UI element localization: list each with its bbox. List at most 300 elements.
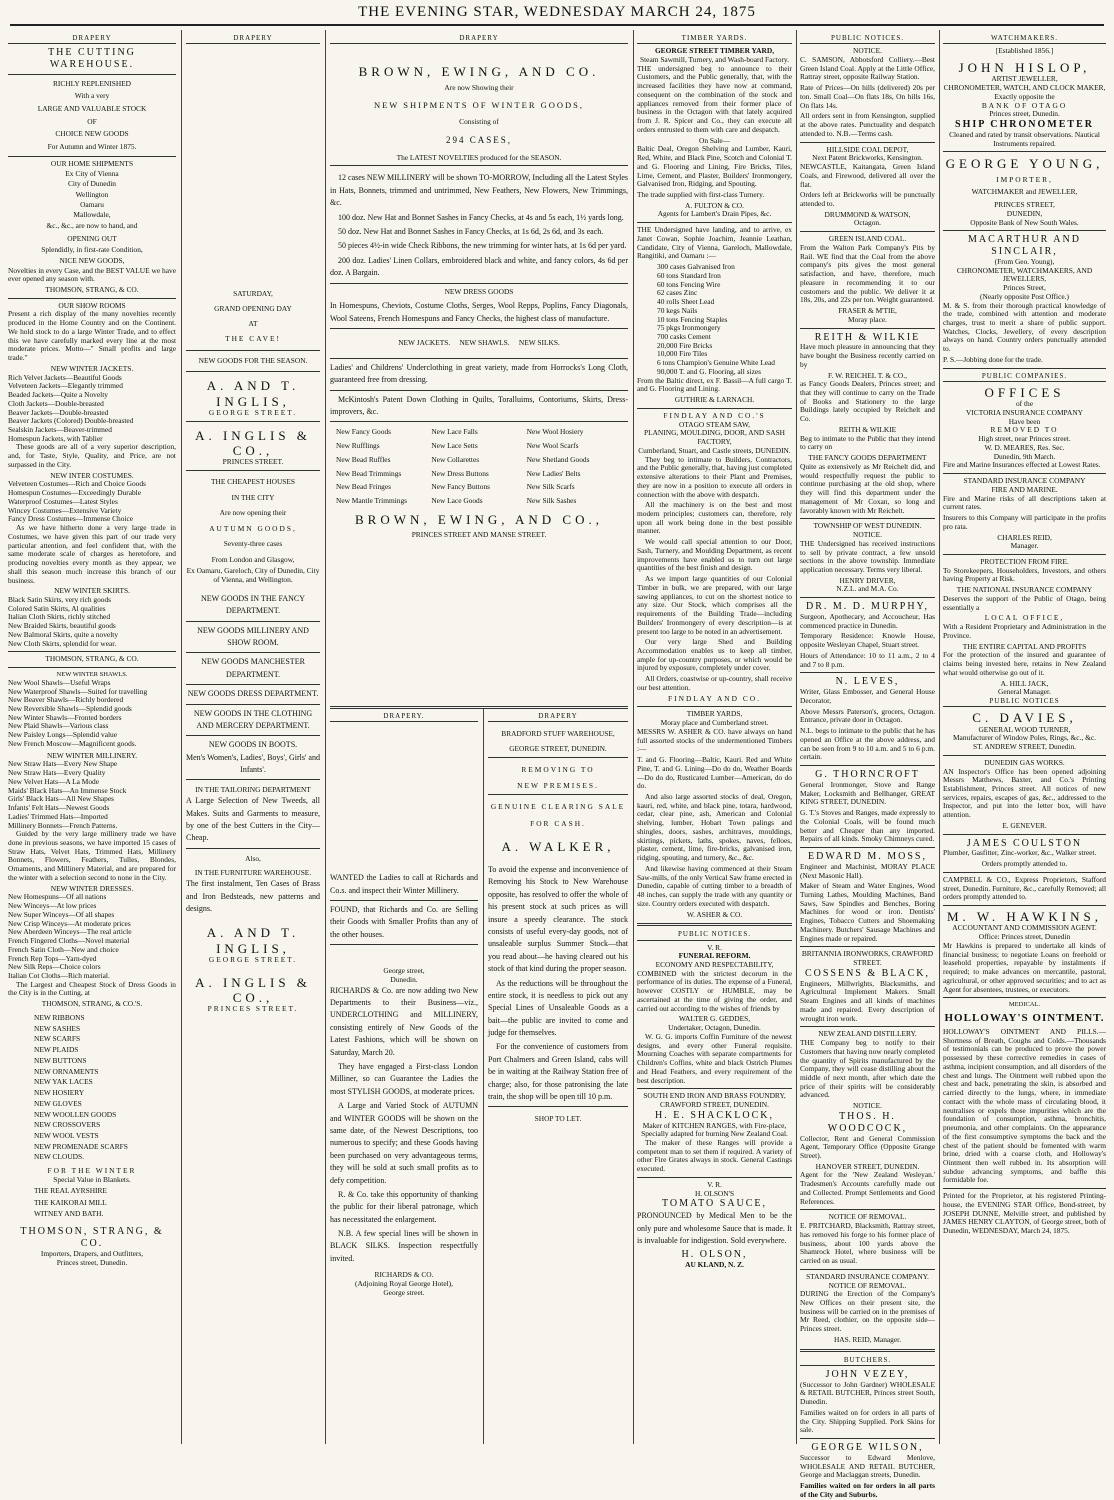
line: Exactly opposite the [994,91,1055,101]
line: VICTORIA INSURANCE COMPANY [965,407,1084,417]
line: ARTIST JEWELLER, [991,74,1058,84]
divider [943,554,1106,555]
list-item: Beaver Jackets (Colored) Double-breasted [8,416,134,426]
line: of the [1015,399,1034,409]
divider [800,1026,935,1027]
paragraph: Ladies' and Childrens' Underclothing in great variety, made from Horrocks's Long Cloth, guaranteed free from dressing. [330,362,628,385]
paragraph: To avoid the expense and inconvenience of Removing his Stock to New Warehouse opposite, has resolved to offer the whole of his present stock at such prices as will insure a speedy clearance. The stock consists of useful every-day goods, not of unsaleable surplus Summer Stock—that you read about—he having cleared out his stock of that kind during the proper season. [488,864,628,974]
paragraph: The Largest and Cheapest Stock of Dress Goods in the City is in the Cutting, at [8,979,176,998]
paragraph: Our very large Shed and Building Accommodation enables us to keep all timber, ample for up-country purposes, or which would be injured by exposure, completely under cover. [637,637,792,673]
list-item: NEW WOOLLEN GOODS [34,1109,117,1119]
column-rule [796,30,797,1444]
line: Next Patent Brickworks, Kensington. [812,153,923,163]
paragraph: Novelties in every Case, and the BEST VALUE we have ever opened any season with. [8,265,176,284]
shawls-list [8,679,176,749]
line: AT [248,318,258,328]
section-title: OUR SHOW ROOMS [58,300,126,310]
line: SOUTH END IRON AND BRASS FOUNDRY, [643,1091,786,1101]
paragraph: W. G. G. imports Coffin Furniture of the newest designs, and every other Funeral requisite. Mourning Coaches with separate compartments for Children's Coffins, white and black Ostrich Plumes and Head Feathers, and every requirement of the best description. [637,1031,792,1085]
line: CHRONOMETER, WATCHMAKERS, AND JEWELLERS, [956,265,1093,284]
line: PRINCES STREET. [207,1004,299,1014]
firm-name: GUTHRIE & LARNACH. [674,395,755,405]
line: Princes street, Dunedin. [989,109,1060,119]
list-item: French Fingered Cloths—Novel material [8,936,130,946]
divider [186,704,320,705]
grid-item: New Wool Scarfs [526,441,579,451]
paragraph: 50 pieces 4½-in wide Check Ribbons, the new trimming for winter hats, at 1s 6d per yard. [338,241,627,251]
divider [186,421,320,422]
column-header: DRAPERY [8,34,176,44]
divider [637,408,792,409]
firm-name: E. GENEVER. [1002,820,1047,830]
column-public-notices [800,34,935,1499]
masthead-rule [10,24,1104,26]
line: High street, near Princes street. [978,434,1071,444]
departments [186,593,320,777]
column-drapery-walker [488,712,628,1444]
line: On Sale— [699,135,730,145]
column-drapery-richards [330,712,478,1444]
list-item: Millinery Bonnets—French Patterns. [8,820,118,830]
grid-item: New Lace Setts [431,441,478,451]
firm-name: DR. M. D. MURPHY, [805,601,929,613]
paragraph: Guided by the very large millinery trade we have done in previous seasons, we have imported 15 cases of Straw Hats, Velvet Hats, Trimmed Hats, Millinery Bonnets, Flowers, Feathers, Tulles, Blondes, Ornaments, and Millinery Material, and are prepared for the winter with a selection second to none in the City. [8,829,176,882]
line: BRADFORD STUFF WAREHOUSE, [501,729,615,739]
line: THE CHEAPEST HOUSES [210,477,296,487]
paragraph: And likewise having commenced at their Steam Saw-mills, of the only Vertical Saw frame erected in Dunedin, capable of cutting timber to a breadth of 48 inches, can supply the trade with any quantity or size. Country orders executed with despatch. [637,863,792,908]
divider [330,421,628,422]
paragraph: Beg to intimate to the Public that they intend to carry on [800,433,935,452]
ad-title: STANDARD INSURANCE COMPANY. [806,1271,929,1281]
firm-name: FINDLAY AND CO. [668,693,761,703]
ad-title: HOLLOWAY'S OINTMENT. [944,1011,1105,1024]
line: RICHLY REPLENISHED [52,78,132,88]
divider [330,328,628,329]
grid-item: New Dress Buttons [431,468,489,478]
paragraph: FOUND, that Richards and Co. are Selling their Goods with Smaller Profits than any of the other houses. [330,905,478,939]
list-item: Cloth Jackets—Double-breasted [8,398,104,408]
divider [943,997,1106,998]
jackets-list [8,374,176,444]
paragraph: As we import large quantities of our Colonial Timber in bulk, we are prepared, with our large sawing appliances, to cut on the shortest notice to any size. Our Stock, which comprises all the requirements of the Building Trade—including Builders' Ironmongery of every description—is at present too large to be noted in an advertisement. [637,574,792,636]
divider [637,1088,792,1089]
ad-title: THE NATIONAL INSURANCE COMPANY [956,585,1093,595]
line: NEW JACKETS. NEW SHAWLS. NEW SILKS. [398,338,560,348]
ad-title: FUNERAL REFORM. [678,951,751,961]
paragraph: THE undersigned beg to announce to their Customers, and the Public generally, that, with the increased facilities they have now at command, consequent on the combination of the stock and appliances removed from their former place of business in the Octagon with that lately acquired from J. R. Spicer and Co., they can execute all orders entrusted to them with care and despatch. [637,63,792,134]
list-item: New Velvet Hats—A La Mode [8,776,99,786]
grid-item: New Fancy Goods [336,427,392,437]
list-item: Homespun Costumes—Exceedingly Durable [8,488,142,498]
divider [800,946,935,947]
department: NEW GOODS DRESS DEPARTMENT. [187,689,319,699]
list-item: 10,000 Fire Tiles [657,349,708,359]
costumes-list [8,480,176,524]
section-header: MEDICAL. [1008,1001,1041,1009]
paragraph: Fire and Marine risks of all descriptions taken at current rates. [943,493,1106,512]
list-item: 90,000 T. and G. Flooring, all sizes [657,366,762,376]
line: SATURDAY, [233,289,273,299]
divider [800,1209,935,1210]
list-item: NEW BUTTONS [34,1055,87,1065]
line: THE CAVE! [225,333,281,343]
firm-name: A. HILL JACK, [1000,678,1049,688]
line: George street, [383,966,425,976]
list-item: NEW WOOL VESTS [34,1131,99,1141]
list-item: Girls' Black Hats—All New Shapes [8,794,115,804]
list-item: NEW RIBBONS [34,1012,85,1022]
paragraph: WANTED the Ladies to call at Richards and Co.s. and inspect their Winter Millinery. [330,873,478,895]
line: Also, [245,853,261,863]
line: NEW SHIPMENTS OF WINTER GOODS, [373,100,585,111]
list-item: Ladies' Trimmed Hats—Imported [8,811,108,821]
grid-item: New Bead Ruffles [336,454,391,464]
line: GENERAL WOOD TURNER, [978,724,1071,734]
grid-item: New Silk Scarfs [526,482,575,492]
firm-name: THOS. H. WOODCOCK, [827,1110,908,1134]
divider [186,848,320,849]
column-drapery-brown-ewing [330,34,628,706]
section-title: NEW WINTER MILLINERY. [46,750,138,760]
line: Consisting of [459,117,499,127]
firm-name: BROWN, EWING, AND CO., [355,511,603,527]
list-item: WITNEY AND BATH. [34,1209,104,1219]
stock-list [637,263,792,377]
line: NOTICE. [853,1101,882,1111]
paragraph: Surgeon, Apothecary, and Accoucheur, Has commenced practice in Dunedin. [800,611,935,630]
firm-name: A. INGLIS & CO., [195,427,311,458]
list-item: New French Moscow—Magnificent goods. [8,738,137,748]
line: NEW GOODS FOR THE SEASON. [198,355,308,365]
firm-name: WALTER G. GEDDES, [678,1014,751,1024]
divider [330,900,478,901]
list-item: French Rep Tops—Yarn-dyed [8,953,97,963]
column-header: PUBLIC NOTICES. [800,34,935,44]
grid-item: New Lace Falls [431,427,478,437]
ad-title: GREEN ISLAND COAL. [828,234,907,244]
paragraph: Mr Hawkins is prepared to undertake all kinds of financial business; to negotiate Loans on freehold or leasehold properties, repayable by instalments if required; to make advances on mercantile, pastoral, agricultural, or other approved securities; and to act as Agent for absentees, trustees, or executors. [943,940,1106,994]
paragraph: Families waited on for orders in all parts of the City. Shipping Supplied. Pork Skins for sale. [800,1407,935,1435]
list-item: NEW YAK LACES [34,1077,93,1087]
department: NEW GOODS IN THE CLOTHING AND MERCERY DEPARTMENT. [193,708,313,730]
list-item: 60 tons Fencing Wire [657,279,721,289]
line: PRINCES STREET, [994,200,1055,210]
paragraph: as Fancy Goods Dealers, Princes street; and that they will continue to carry on the Trade of Books and Stationery to the large Buildings lately occupied by Reichelt and Co. [800,379,935,424]
firm-name: G. THORNCROFT [815,769,920,781]
paragraph: General Ironmonger, Stove and Range Maker, Locksmith and Bellhanger, GREAT KING STREET, DUNEDIN. [800,779,935,807]
list-item: NEW ORNAMENTS [34,1066,99,1076]
firm-name: GEORGE YOUNG, [945,156,1104,172]
section-title: NEW WINTER JACKETS. [50,363,134,373]
ship: Wellington [75,189,109,199]
paragraph: Have much pleasure in announcing that they have bought the Business recently carried on by [800,342,935,369]
section-title: IN THE FURNITURE WAREHOUSE. [194,868,312,878]
cheapest-houses [186,474,320,567]
line: BANK OF OTAGO [981,100,1068,110]
column-header: DRAPERY [488,712,628,722]
ad-title: SHIP CHRONOMETER [955,118,1094,130]
divider [943,368,1106,369]
line: REMOVING TO [521,764,595,774]
line: W. D. MEARES, Res. Sec. [984,442,1065,452]
line: (From Geo. Young), [994,256,1055,266]
paragraph: In Homespuns, Cheviots, Costume Cloths, Serges, Wool Repps, Poplins, Fancy Diagonals, Wool Sateens, French Homespuns and Fancy Checks, the highest class of manufacture. [330,301,628,323]
firm-name: C. DAVIES, [972,710,1077,726]
column-drapery-cutting [8,34,176,1446]
printer-imprint: Printed for the Proprietor, at his registered Printing-house, the EVENING STAR Office, Bond-street, by JOSEPH DUNNE, Melville street, and published by JAMES HENRY CLAYTON, of George street, both of Dunedin, WEDNESDAY, March 24, 1875. [943,1191,1106,1236]
list-item: New Paisley Longs—Splendid value [8,730,117,740]
list-item: 300 cases Galvanised Iron [657,262,735,272]
divider [800,231,935,232]
skirts-list [8,596,176,648]
section-header: PUBLIC COMPANIES. [943,372,1106,382]
column-rule [181,30,182,1444]
list-item: New Silk Reps—Choice colors [8,962,101,972]
divider [8,298,176,299]
divider [330,283,628,284]
firm-name: CHARLES REID, [997,532,1052,542]
paragraph: Families waited on for orders in all parts of the City and Suburbs. [800,1481,935,1499]
divider [637,1177,792,1178]
line: V. R. [707,1179,722,1189]
paragraph: R. & Co. take this opportunity of thanking the public for their liberal patronage, which has necessitated the enlargement. [330,1189,478,1224]
line: WATCHMAKER and JEWELLER, [971,187,1078,197]
line: REMOVED TO [990,425,1059,435]
section-title: NEW WINTER SHAWLS. [56,671,128,679]
divider [186,470,320,471]
paragraph: THE Undersigned have landing, and to arrive, ex Janet Cowan, Sophie Joachim, Jeannie Leathan, Candidate, City of Vienna, Gareloch, Mallowdale, Rangitiki, and Oamaru :— [637,225,792,261]
paragraph: Writer, Glass Embosser, and General House Decorator, [800,687,935,705]
line: (Adjoining Royal George Hotel), [355,1279,453,1288]
section-title: NEW INTER COSTUMES. [50,470,134,480]
column-rule [939,30,940,1444]
line: TIMBER YARDS, [686,709,743,719]
line: CHOICE NEW GOODS [55,129,129,139]
line: GEORGE STREET. [208,955,298,965]
ad-title: NEW ZEALAND DISTILLERY. [818,1029,917,1039]
line: (Nearly opposite Post Office.) [980,291,1069,301]
paragraph: RICHARDS & Co. are now adding two New Departments to their Business—viz., UNDERCLOTHING and MILLINERY, consisting entirely of New Goods of the Latest Fashions, which will be shown on Saturday, March 20. [330,985,478,1057]
firm-name: JOHN HISLOP, [958,59,1091,75]
line: Princes Street, [1003,283,1046,293]
section-header: BUTCHERS. [800,1356,935,1366]
divider [186,350,320,351]
paragraph: MESSRS W. ASHER & CO. have always on hand full assorted stocks of the undermentioned Timbers :— [637,726,792,754]
paragraph: Above Messrs Paterson's, grocers, Octagon. Entrance, private door in Octagon. [800,706,935,725]
divider [800,672,935,673]
paragraph: 100 doz. New Hat and Bonnet Sashes in Fancy Checks, at 4s and 5s each, 1½ yards long. [338,212,624,222]
divider [943,834,1106,835]
list-item: Infants' Felt Hats—Newest Goods [8,803,110,813]
grid-item: New Lace Goods [431,496,483,506]
line: CRAWFORD STREET, DUNEDIN. [660,1100,769,1110]
ad-title: BRITANNIA IRONWORKS, CRAWFORD STREET. [801,949,934,968]
line: From London and Glasgow, [211,554,295,564]
grid-item: New Collarettes [431,454,480,464]
paragraph: Agent for the 'New Zealand Wesleyan.' Tradesmen's Accounts carefully made out and Collected. Prompt Settlements and Good References. [800,1170,935,1206]
list-item: New Straw Hats—Every Quality [8,768,106,778]
paragraph: Present a rich display of the many novelties recently produced in the Home Country and on the Continent. We hold stock to do a large Winter Trade, and to effect this we have carefully marked every line at the most moderate prices. Motto—" Small profits and large trade." [8,309,176,363]
paragraph: 200 doz. Ladies' Linen Collars, embroidered black and white, and fancy colors, 4s 6d per doz. A Bargain. [330,255,628,278]
firm-name: F. W. REICHEL T. & CO., [828,370,907,380]
ad-title: TOMATO SAUCE, [661,1198,768,1210]
paragraph: All Orders, coastwise or up-country, shall receive our best attention. [637,674,792,692]
opening-day [186,287,320,346]
divider [330,706,628,709]
paragraph: PRONOUNCED by Medical Men to be the only pure and wholesome Sauce that is made. It is invaluable for indigestion. Sold everywhere. [637,1211,792,1245]
line: George street. [383,1287,425,1297]
opening [8,233,176,266]
line: THE ENTIRE CAPITAL AND PROFITS [962,641,1087,651]
divider [8,651,176,652]
line: Manufacturer of Window Poles, Rings, &c., &c. [952,733,1097,743]
divider [637,923,792,926]
list-item: New Balmoral Skirts, quite a novelty [8,629,119,639]
paragraph: They have engaged a First-class London Milliner, so can Guarantee the Ladies the most STYLISH GOODS, at moderate prices. [330,1062,478,1096]
list-item: New Crisp Winceys—At moderate prices [8,918,131,928]
list-item: 700 casks Cement [657,332,711,342]
line: NOTICE. [853,530,882,540]
grid-item: New Silk Sashes [526,496,577,506]
line: IN THE CITY [231,492,275,502]
paragraph: P. S.—Jobbing done for the trade. [943,354,1043,364]
line: LARGE AND VALUABLE STOCK [37,104,147,113]
divider [488,794,628,795]
firm-name: GEORGE WILSON, [811,1442,924,1454]
line: Cumberland, Stuart, and Castle streets, DUNEDIN. [638,445,791,455]
announcements [330,172,628,279]
paragraph: McKintosh's Patent Down Clothing in Quilts, Toralluims, Contoriums, Skirts, Dress-improvers, &c. [330,394,628,416]
column-drapery-inglis [186,34,320,1446]
firm-name: M. W. HAWKINS, [947,909,1102,925]
divider [943,1188,1106,1189]
divider [943,230,1106,231]
line: Importers, Drapers, and Outfitters, [40,1248,144,1258]
line: Moray place. [848,314,887,324]
line: OTAGO STEAM SAW, [678,419,750,429]
paragraph: Collector, Rent and General Commission Agent, Temporary Office (Opposite Grange Street). [800,1133,935,1160]
line: SHOP TO LET. [534,1114,582,1124]
firm-name: RICHARDS & CO. [374,1270,434,1280]
paragraph: (Successor to John Gardner) WHOLESALE & RETAIL BUTCHER, Princes street South, Dunedin. [800,1379,935,1407]
paragraph: For the convenience of customers from Port Chalmers and Green Island, cabs will be in waiting at the Railway Station free of charge; also, for those patronising the late train, the shop will be open till 10 p.m. [488,1042,628,1102]
line: Steam Sawmill, Turnery, and Wash-board Factory. [640,54,789,64]
ship: Mallowdale, [73,210,111,220]
section-title: NEW WINTER SKIRTS. [54,586,130,596]
line: Manager. [1010,541,1039,551]
department: NEW GOODS MILLINERY AND SHOW ROOM. [197,625,309,647]
list-item: New Aberdeen Winceys—The real article [8,927,132,937]
paragraph: From the Baltic direct, ex F. Bassil—A full cargo T. and G. Flooring and Lining. [637,375,792,394]
firm-name: BROWN, EWING, AND CO. [358,64,600,80]
firm-name: W. ASHER & CO. [686,909,743,919]
paragraph: All orders sent in from Kensington, supplied at the above rates. Punctuality and despatch attended to. N.B.—Terms cash. [800,111,935,138]
grid-item: New Bead Fringes [336,482,392,492]
paragraph: Hours of Attendance: 10 to 11 a.m., 2 to 4 and 7 to 8 p.m. [800,650,935,669]
goods-grid [336,428,622,505]
ad-title: TOWNSHIP OF WEST DUNEDIN. [813,521,922,531]
list-item: Homespun Jackets, with Tablier [8,433,103,443]
paragraph: For the protection of the insured and guarantee of claims being invested here, retains in New Zealand what would otherwise go out of it. [943,650,1106,677]
line: PLANING, MOULDING, DOOR, AND SASH FACTORY, [643,428,786,447]
firm-name: FRASER & M'TIE, [838,306,897,316]
paragraph: 12 cases NEW MILLINERY will be shown TO-MORROW, Including all the Latest Styles in Hats, Bonnets, trimmed and untrimmed, New Feathers, New Flowers, New Trimmings, &c. [330,173,628,208]
grid-item: New Ladies' Belts [526,468,581,478]
paragraph: M. & S. from their thorough practical knowledge of the trade, combined with attention and moderate charges, trust to merit a share of public support. Watches, Clocks, Jewellery, of every description always on hand. Country orders punctually attended to. [943,300,1106,354]
divider [186,371,320,372]
spacer [186,47,320,287]
ad-title: NOTICE OF REMOVAL. [828,1212,907,1222]
line: V. R. [707,942,722,952]
line: NICE NEW GOODS, [59,256,125,266]
ad-title: DUNEDIN GAS WORKS. [984,757,1065,767]
divider [488,757,628,758]
list-item: New Plaid Shawls—Various class [8,721,109,731]
firm-name: THOMSON, STRANG, & CO. [45,285,139,294]
divider [637,222,792,223]
paragraph: Insurers to this Company will participate in the profits pro rata. [943,513,1106,531]
line: Are now Showing their [444,82,514,92]
line: Octagon. [854,218,881,228]
list-item: NEW CLOUDS. [34,1152,84,1162]
line: THE FANCY GOODS DEPARTMENT [808,453,927,463]
column-rule [325,30,326,1444]
divider [488,1106,628,1107]
paragraph: They beg to intimate to Builders, Contractors, and the Public generally, that, having just completed extensive alterations to their Plant and Premises, they are now in a position to execute all orders in connection with the above with despatch. [637,454,792,499]
grid-item: New Fancy Buttons [431,482,491,492]
line: Opposite Bank of New South Wales. [970,217,1079,227]
list-item: NEW PLAIDS [34,1045,79,1055]
section-header: PUBLIC NOTICES. [637,930,792,940]
firm-name: FINDLAY AND CO.'S [663,410,766,420]
column-header: TIMBER YARDS. [637,34,792,44]
divider [186,652,320,653]
millinery-list [8,760,176,830]
list-item: Colored Satin Skirts, Al qualities [8,603,106,613]
line: Ex Oamaru, Gareloch, City of Dunedin, City of Vienna, and Wellington. [186,566,320,585]
line: PRINCES STREET. [222,457,284,467]
list-item: Velveteen Costumes—Rich and Choice Goods [8,479,146,489]
list-item: Black Satin Skirts, very rich goods [8,594,112,604]
paragraph: HOLLOWAY'S OINTMENT AND PILLS.—Shortness of Breath, Coughs and Colds.—Thousands of testimonials can be produced to prove the power possessed by these corrective remedies in cases of asthma, incipient consumption, and all disorders of the chest and lungs. The Ointment well rubbed upon the chest and back, penetrating the skin, is absorbed and carried directly to the lungs, where, in immediate contact with the whole mass of circulating blood, it neutralises or expels those impurities which are the foundation of consumption, asthma, bronchitis, pneumonia, and other complaints. On the appearance of the first consumptive symptoms the back and the chest of the patient should be fomented with warm brine, dried with a coarse cloth, and Holloway's Ointment then well rubbed in. Its absorption will subdue advancing symptoms, and baffle this formidable foe. [943,1026,1106,1185]
paragraph: Fire and Marine Insurances effected at Lowest Rates. [943,460,1101,470]
grid-item: New Bead Trimmings [336,468,402,478]
firm-name: A. WALKER, [501,838,615,854]
divider [637,706,792,707]
line: With a very [74,91,110,101]
line: LOCAL OFFICE, [984,613,1065,623]
firm-name: THOMSON, STRANG, & CO. [45,654,139,664]
section-title: OUR HOME SHIPMENTS [50,159,134,169]
new-goods-list [8,1013,176,1163]
department: NEW GOODS MANCHESTER DEPARTMENT. [201,657,305,679]
line: GEORGE STREET. [208,407,298,417]
firm-name: H. E. SHACKLOCK, [655,1109,774,1121]
line: OPENING OUT [67,234,117,244]
list-item: New Beaver Shawls—Richly bordered [8,695,124,705]
line: Princes street, Dunedin. [56,1257,128,1267]
column-timber-yards [637,34,792,1446]
paragraph: The maker of these Ranges will provide a competent man to set them if required. A variety of other Fire Grates always in stock. General Castings executed. [637,1138,792,1174]
divider [943,151,1106,152]
column-rule [633,30,634,1444]
firm-name: A. AND T. INGLIS, [206,378,300,409]
list-item: NEW SASHES [34,1023,81,1033]
paragraph: C. SAMSON, Abbotsford Colliery.—Best Green Island Coal. Apply at the Little Office, Rattray street, opposite Railway Station. [800,54,935,82]
paragraph: These goods are all of a very superior description, and, for Taste, Style, Quality, and Price, are not surpassed in the City. [8,442,176,469]
line: AU KLAND, N. Z. [685,1260,744,1270]
list-item: 60 tons Standard Iron [657,270,721,280]
